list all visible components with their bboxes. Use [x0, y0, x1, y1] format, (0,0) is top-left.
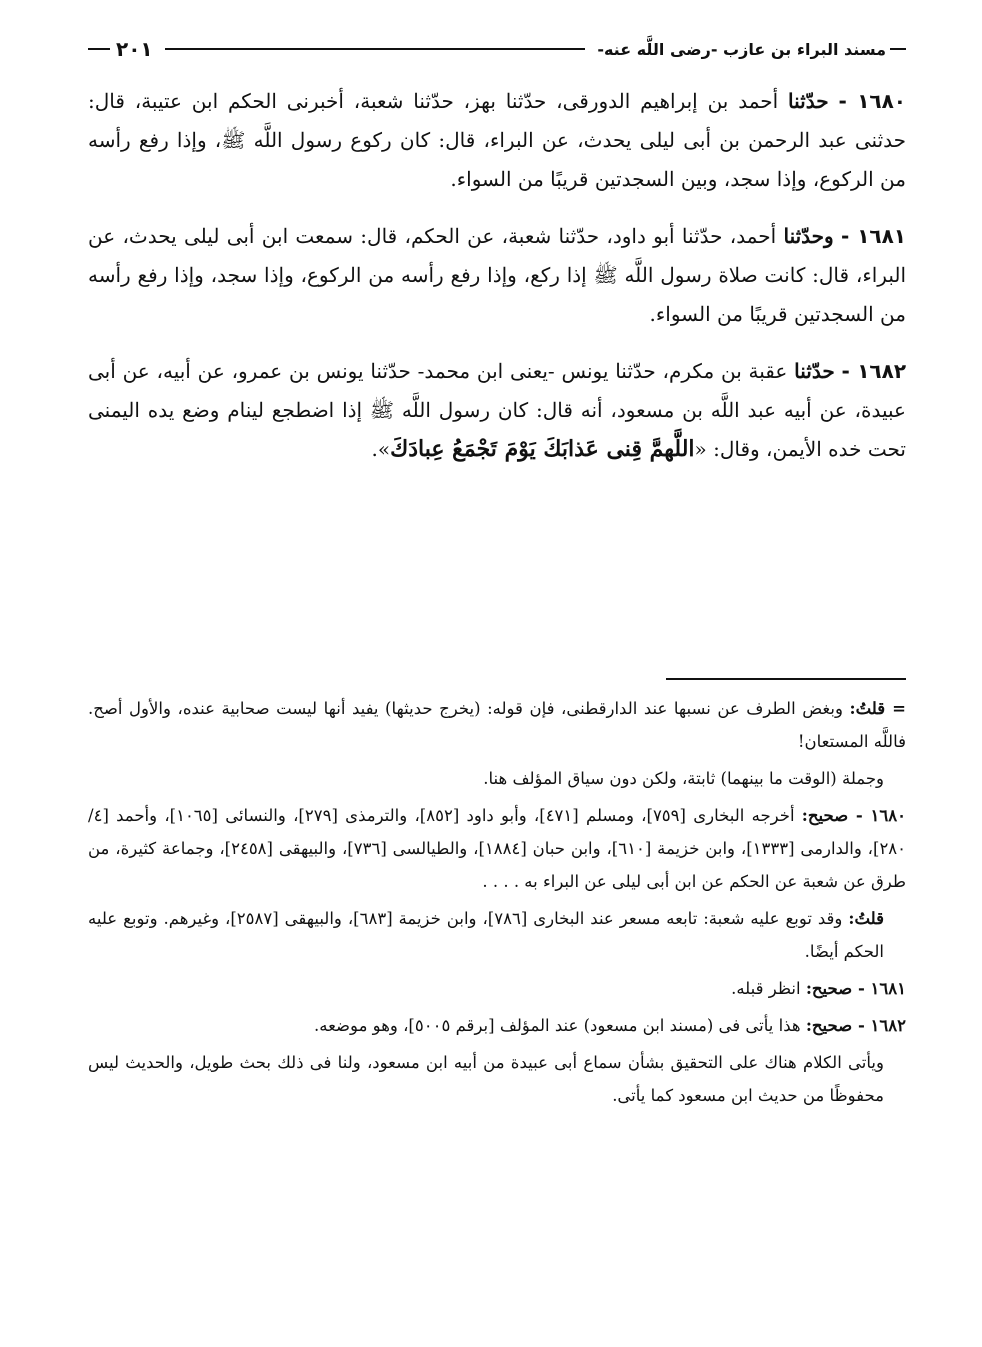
hadith-1682 [88, 352, 906, 469]
running-header [88, 34, 906, 64]
footnote [88, 1046, 906, 1112]
header-dash [88, 48, 110, 50]
footnote-tag: = قلتُ: [849, 699, 906, 718]
hadith-text: أحمد بن إبراهيم الدورقى، حدّثنا بهز، حدّثنا شعبة، أخبرنى الحكم ابن عتيبة، قال: حدثنى عبد الرحمن بن أبى ليلى يحدث، عن البراء، قال: كان ركوع رسول اللَّه ﷺ، وإذا رفع رأسه من الركوع، وإذا سجد، وبين السجدتين قريبًا من السواء. [88, 89, 906, 191]
footnote [88, 972, 906, 1005]
footnote [88, 902, 906, 968]
footnote-text: هذا يأتى فى (مسند ابن مسعود) عند المؤلف [برقم ٥٠٠٥]، وهو موضعه. [314, 1016, 801, 1035]
hadith-text-tail: ». [371, 437, 391, 461]
hadith-1680 [88, 82, 906, 199]
header-rule [165, 48, 586, 50]
footnote-text: وقد توبع عليه شعبة: تابعه مسعر عند البخارى [٧٨٦]، وابن خزيمة [٦٨٣]، والبيهقى [٢٥٨٧]، وغيرهم. وتوبع عليه الحكم أيضًا. [88, 909, 884, 961]
hadith-lead: حدّثنا [794, 359, 835, 383]
footnote-separator [666, 678, 906, 680]
footnote-text: وبغض الطرف عن نسبها عند الدارقطنى، فإن قوله: (يخرج حديثها) يفيد أنها ليست صحابية عنده، والأول أصح. فاللَّه المستعان! [88, 699, 906, 751]
main-text [88, 82, 906, 487]
footnote-tag: ١٦٨٢ - صحيح: [805, 1016, 906, 1035]
hadith-lead: حدّثنا [788, 89, 829, 113]
hadith-number: ١٦٨١ - [840, 224, 907, 248]
footnote-tag: قلتُ: [848, 909, 885, 928]
hadith-number: ١٦٨٠ - [838, 89, 907, 113]
hadith-number: ١٦٨٢ - [841, 359, 907, 383]
hadith-text: أحمد، حدّثنا أبو داود، حدّثنا شعبة، عن الحكم، قال: سمعت ابن أبى ليلى يحدث، عن البراء، قال: كانت صلاة رسول اللَّه ﷺ إذا ركع، وإذا رفع رأسه من الركوع، وإذا سجد، وإذا رفع رأسه من السجدتين قريبًا من السواء. [88, 224, 906, 326]
header-dash [890, 48, 906, 50]
footnote-text: انظر قبله. [731, 979, 801, 998]
footnote [88, 692, 906, 758]
footnote-text: وجملة (الوقت ما بينهما) ثابتة، ولكن دون سياق المؤلف هنا. [483, 769, 884, 788]
footnote [88, 762, 906, 795]
footnote-text: ويأتى الكلام هناك على التحقيق بشأن سماع أبى عبيدة من أبيه ابن مسعود، ولنا فى ذلك بحث طويل، والحديث ليس محفوظًا من حديث ابن مسعود كما يأتى. [88, 1053, 884, 1105]
page-number: ٢٠١ [116, 37, 153, 61]
hadith-lead: وحدّثنا [783, 224, 834, 248]
hadith-1681 [88, 217, 906, 334]
footnote-text: أخرجه البخارى [٧٥٩]، ومسلم [٤٧١]، وأبو داود [٨٥٢]، والترمذى [٢٧٩]، والنسائى [١٠٦٥]، وأحمد [٤/ ٢٨٠]، والدارمى [١٣٣٣]، وابن خزيمة [٦١٠]، وابن حبان [١٨٨٤]، والطيالسى [٧٣٦]، والبيهقى [٢٤٥٨]، وجماعة كثيرة، من طرق عن شعبة عن الحكم عن ابن أبى ليلى عن البراء به . . . . [88, 806, 907, 891]
footnote [88, 1009, 906, 1042]
supplication-quote: اللَّهمَّ قِنى عَذابَكَ يَوْمَ تَجْمَعُ عِبادَكَ [390, 436, 695, 462]
footnote [88, 799, 906, 898]
hadith-text: عقبة بن مكرم، حدّثنا يونس -يعنى ابن محمد- حدّثنا يونس بن عمرو، عن أبيه، عن أبى عبيدة، عن أبيه عبد اللَّه بن مسعود، أنه قال: كان رسول اللَّه ﷺ إذا اضطجع لينام وضع يده اليمنى تحت خده الأيمن، وقال: « [88, 359, 906, 461]
footnote-tag: ١٦٨١ - صحيح: [805, 979, 906, 998]
footnotes [88, 692, 906, 1116]
running-title: مسند البراء بن عازب -رضى اللَّه عنه- [597, 39, 886, 59]
footnote-tag: ١٦٨٠ - صحيح: [801, 806, 906, 825]
